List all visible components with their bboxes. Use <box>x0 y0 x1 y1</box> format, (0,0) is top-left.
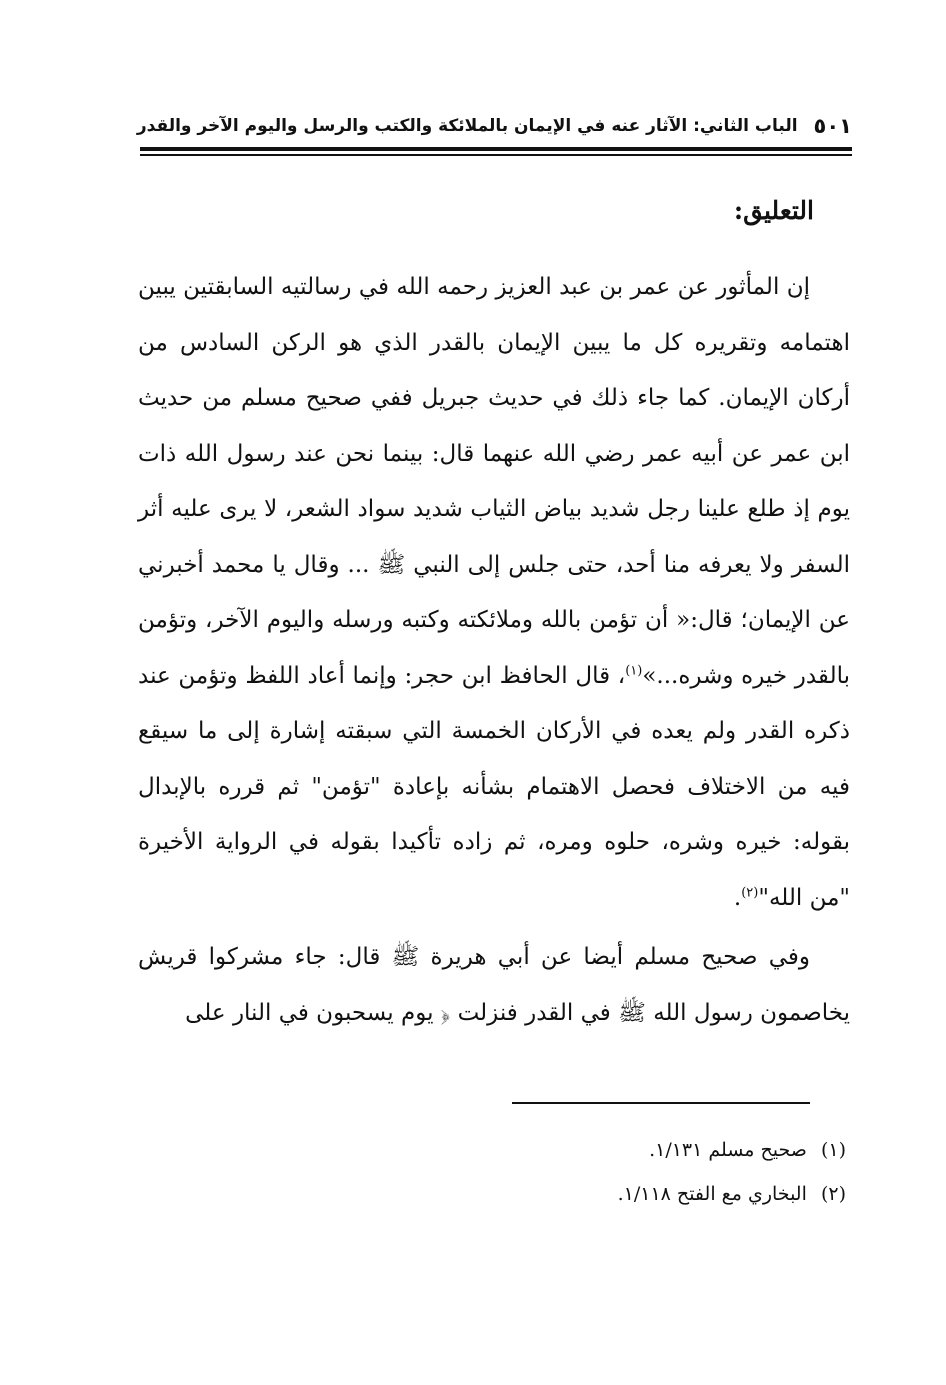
footnote-1-text: صحيح مسلم ١/١٣١. <box>649 1139 807 1161</box>
paragraph-1-main: إن المأثور عن عمر بن عبد العزيز رحمه الله في رسالتيه السابقتين يبين اهتمامه وتقريره كل ما يبين الإيمان بالقدر الذي هو الركن السادس من أركان الإيمان. كما جاء ذلك في حديث جبريل ففي صحيح مسلم من حديث ابن عمر عن أبيه عمر رضي الله عنهما قال: بينما نحن عند رسول الله ذات يوم إذ طلع علينا رجل شديد بياض الثياب شديد سواد الشعر، لا يرى عليه أثر السفر ولا يعرفه منا أحد، حتى جلس إلى النبي ﷺ ... وقال يا محمد أخبرني عن الإيمان؛ قال:« أن تؤمن بالله وملائكته وكتبه ورسله واليوم الآخر، وتؤمن بالقدر خيره وشره...» <box>138 274 850 689</box>
chapter-title: الباب الثاني: الآثار عنه في الإيمان بالملائكة والكتب والرسل واليوم الآخر والقدر <box>136 116 798 136</box>
footnote-2 <box>306 1172 846 1216</box>
section-heading: التعليق: <box>733 196 814 225</box>
paragraph-1 <box>138 260 850 926</box>
running-header <box>136 108 852 144</box>
footnote-1 <box>306 1128 846 1172</box>
footnote-ref-1[interactable]: (١) <box>625 662 643 678</box>
footnotes <box>306 1128 846 1216</box>
paragraph-1-continued: ، قال الحافظ ابن حجر: وإنما أعاد اللفظ وتؤمن عند ذكره القدر ولم يعده في الأركان الخمسة التي سبقته إشارة إلى ما سيقع فيه من الاختلاف فحصل الاهتمام بشأنه بإعادة "تؤمن" ثم قرره بالإبدال بقوله: خيره وشره، حلوه ومره، ثم زاده تأكيدا بقوله في الرواية الأخيرة "من الله" <box>138 662 850 911</box>
header-rule-thin <box>140 154 852 156</box>
footnote-ref-2[interactable]: (٢) <box>741 884 759 900</box>
footnote-1-number: (١) <box>820 1139 846 1161</box>
page-number: ٥٠١ <box>813 114 852 138</box>
paragraph-2: وفي صحيح مسلم أيضا عن أبي هريرة ﷺ قال: جاء مشركوا قريش يخاصمون رسول الله ﷺ في القدر فنزلت ﴿ يوم يسحبون في النار على <box>138 944 850 1026</box>
body-text <box>138 260 850 1041</box>
header-rule-thick <box>140 147 852 151</box>
footnote-2-number: (٢) <box>820 1183 846 1205</box>
paragraph-1-end: . <box>733 884 742 911</box>
footnote-2-text: البخاري مع الفتح ١/١١٨. <box>617 1183 807 1205</box>
footnote-separator <box>512 1102 810 1104</box>
